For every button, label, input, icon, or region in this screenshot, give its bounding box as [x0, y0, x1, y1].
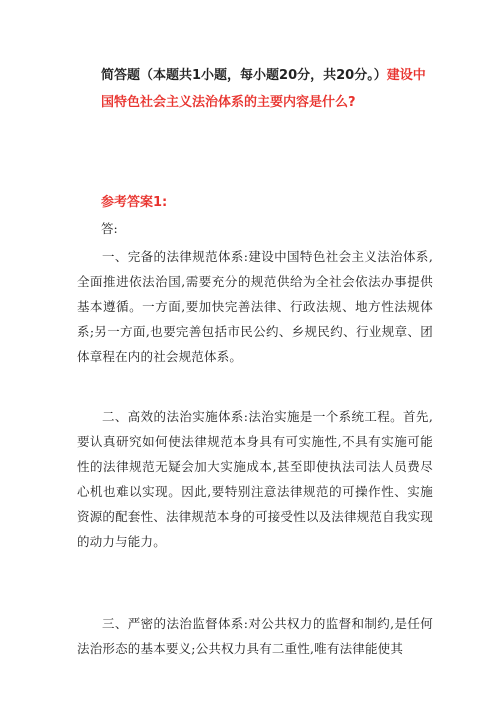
answer-paragraph-2: 二、高效的法治实施体系:法治实施是一个系统工程。首先,要认真研究如何使法律规范本身具有可实施性,不具有实施可能性的法律规范无疑会加大实施成本,甚至即使执法司法人员费尽心机也难以实现。因此,要特别注意法律规范的可操作性、实施资源的配套性、法律规范本身的可接受性以及法律规范自我实现的动力与能力。 — [77, 409, 433, 549]
question-label: 简答题（本题共1小题，每小题20分，共20分。） — [101, 68, 387, 83]
answer-label: 答: — [101, 221, 118, 236]
question-text: 建设中国特色社会主义法治体系的主要内容是什么? — [101, 68, 426, 110]
answer-paragraph-3: 三、严密的法治监督体系:对公共权力的监督和制约,是任何法治形态的基本要义;公共权力具有二重性,唯有法律能使其 — [77, 616, 433, 656]
question-block — [101, 62, 431, 116]
answer-heading: 参考答案1: — [101, 195, 168, 210]
answer-paragraph-1: 一、完备的法律规范体系:建设中国特色社会主义法治体系,全面推进依法治国,需要充分的规范供给为全社会依法办事提供基本遵循。一方面,要加快完善法律、行政法规、地方性法规体系;另一方面,也要完善包括市民公约、乡规民约、行业规章、团体章程在内的社会规范体系。 — [77, 249, 433, 364]
